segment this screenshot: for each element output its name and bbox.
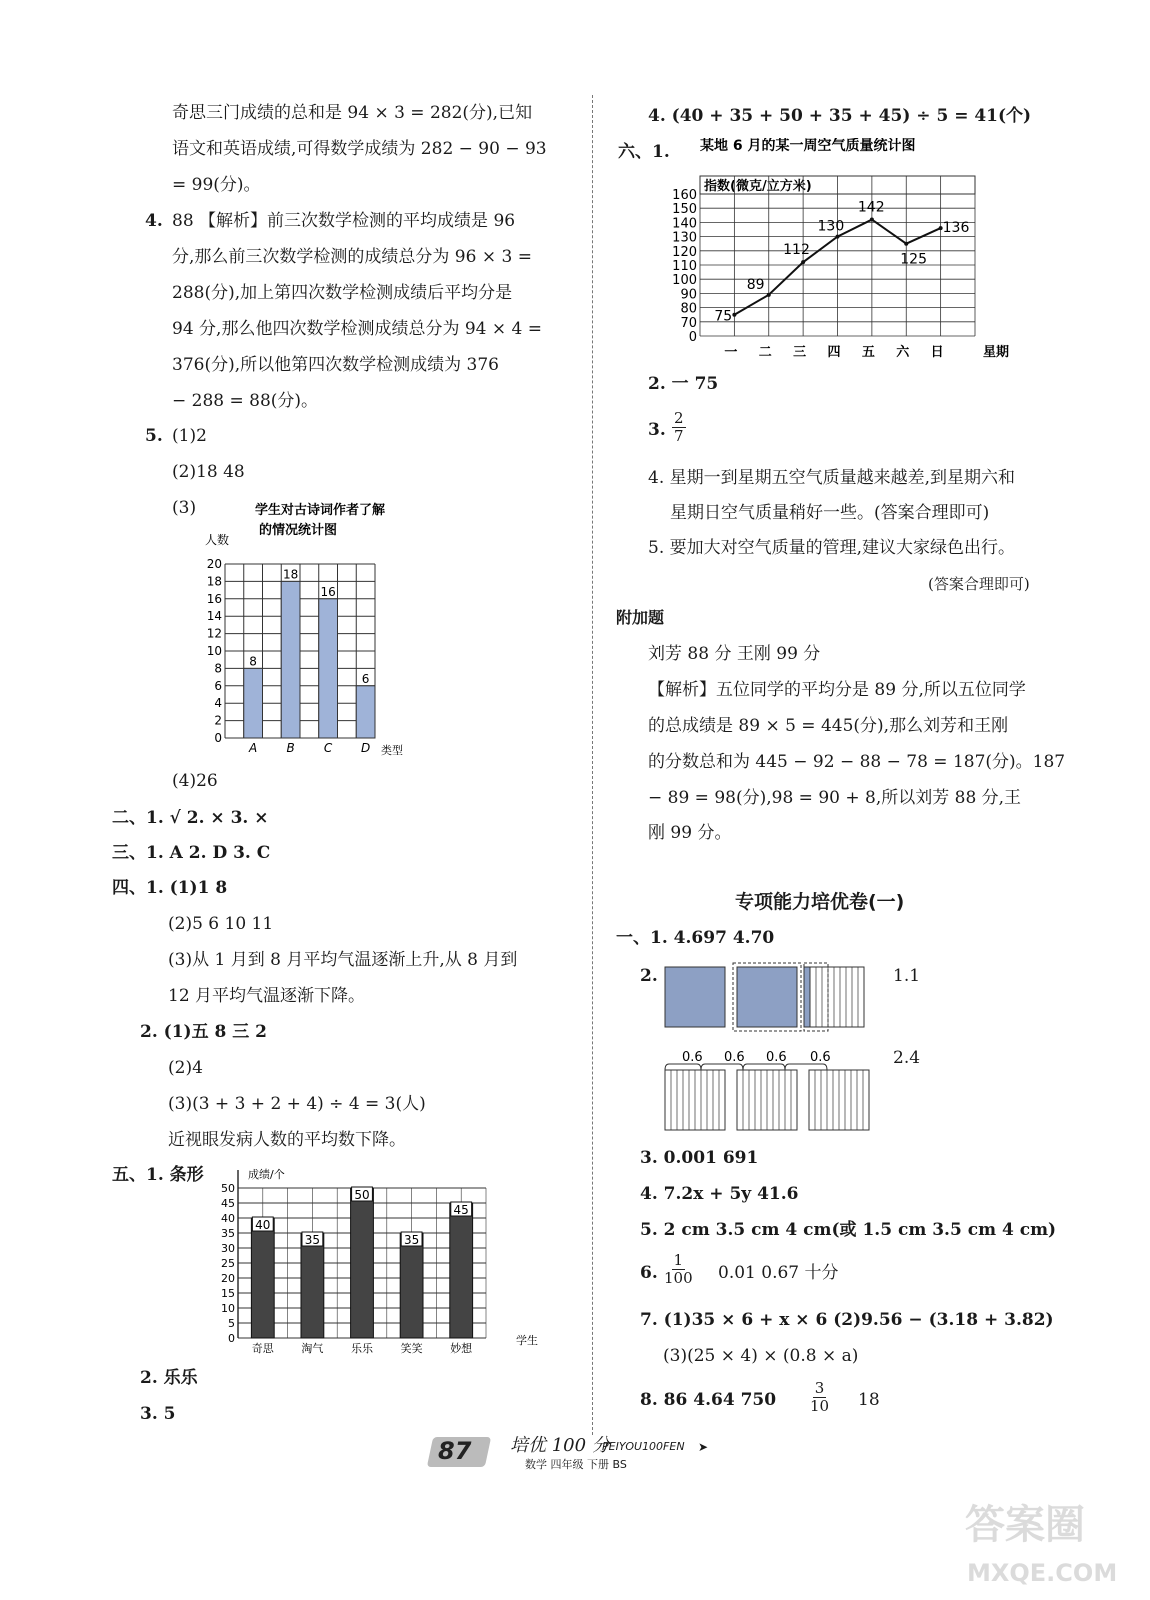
decimal-model-figure <box>660 960 885 1135</box>
bar <box>450 1203 473 1338</box>
fraction: $\frac{2}{7}$ <box>674 409 684 446</box>
answer-text: 0.01 0.67 十分 <box>718 1263 839 1283</box>
column-divider <box>592 95 593 1435</box>
y-tick-label: 40 <box>221 1212 235 1225</box>
answer-text: 2. 一 75 <box>648 374 719 394</box>
bar <box>400 1233 423 1338</box>
y-tick-label: 0 <box>688 330 697 345</box>
x-tick-label: 五 <box>861 345 875 360</box>
data-point <box>732 313 736 317</box>
question-number: 2. <box>640 966 658 986</box>
y-tick-label: 100 <box>672 273 697 289</box>
y-tick-label: 90 <box>680 287 697 303</box>
data-label: 16 <box>320 584 336 599</box>
brand-name: 培优 100 分 <box>510 1435 610 1456</box>
y-tick-label: 30 <box>221 1242 235 1255</box>
x-axis-label: 学生 <box>516 1334 538 1347</box>
answer-text: (2)4 <box>168 1058 203 1078</box>
section-title: 专项能力培优卷(一) <box>735 891 905 913</box>
x-tick-label: 四 <box>827 345 841 360</box>
answer-text: (3)(3 + 3 + 2 + 4) ÷ 4 = 3(人) <box>168 1094 426 1114</box>
y-tick-label: 35 <box>221 1227 235 1240</box>
data-label: 45 <box>453 1203 469 1217</box>
x-tick-label: 六 <box>896 345 910 360</box>
answer-text: (3)从 1 月到 8 月平均气温逐渐上升,从 8 月到 <box>168 950 518 970</box>
y-tick-label: 110 <box>672 259 697 274</box>
data-point <box>801 260 805 264</box>
data-label: 6 <box>361 671 370 686</box>
answer-text: 2.4 <box>893 1048 921 1068</box>
bar <box>319 599 338 738</box>
book-info: 数学 四年级 下册 BS <box>525 1458 627 1471</box>
data-label: 142 <box>857 199 885 216</box>
page-footer <box>430 1435 750 1475</box>
y-tick-label: 0 <box>228 1332 235 1345</box>
y-tick-label: 8 <box>214 661 222 676</box>
watermark-text: 答案圈 <box>965 1502 1085 1548</box>
answer-text: 2. 乐乐 <box>140 1368 198 1388</box>
answer-text: (3)(25 × 4) × (0.8 × a) <box>663 1346 859 1366</box>
data-label: 18 <box>282 567 299 582</box>
answer-text: 4. (40 + 35 + 50 + 35 + 45) ÷ 5 = 41(个) <box>648 106 1032 126</box>
x-tick-label: C <box>323 741 333 755</box>
data-point <box>767 293 771 297</box>
y-tick-label: 140 <box>672 216 697 232</box>
answer-text: 四、1. (1)1 8 <box>112 878 228 898</box>
answer-text: 94 分,那么他四次数学检测成绩总分为 94 × 4 = <box>172 319 542 339</box>
answer-text: 88 【解析】前三次数学检测的平均成绩是 96 <box>172 211 516 231</box>
x-tick-label: D <box>361 741 371 755</box>
x-tick-label: 二 <box>758 345 772 360</box>
answer-text: 【解析】五位同学的平均分是 89 分,所以五位同学 <box>648 680 1026 700</box>
y-axis-label: 指数(微克/立方米) <box>704 179 812 194</box>
x-tick-label: 妙想 <box>450 1342 473 1355</box>
answer-text: 2. (1)五 8 三 2 <box>140 1022 267 1042</box>
bar <box>244 668 263 738</box>
x-tick-label: 笑笑 <box>400 1342 423 1355</box>
chart-title: 学生对古诗词作者了解 <box>255 503 386 518</box>
answer-text: 奇思三门成绩的总和是 94 × 3 = 282(分),已知 <box>172 103 533 123</box>
y-tick-label: 45 <box>221 1197 235 1210</box>
score-bar-chart <box>210 1160 550 1360</box>
x-axis-label: 星期 <box>983 345 1010 360</box>
question-number: 5. <box>145 426 163 446</box>
y-tick-label: 6 <box>214 678 222 693</box>
data-label: 40 <box>255 1218 271 1232</box>
y-tick-label: 16 <box>206 591 222 606</box>
watermark-url: MXQE.COM <box>967 1559 1118 1587</box>
answer-text: 星期日空气质量稍好一些。(答案合理即可) <box>670 503 990 523</box>
answer-text: 5. 2 cm 3.5 cm 4 cm(或 1.5 cm 3.5 cm 4 cm) <box>640 1220 1057 1240</box>
answer-text: 18 <box>858 1390 880 1410</box>
answer-text: 8. 86 4.64 750 <box>640 1390 777 1410</box>
x-tick-label: A <box>249 741 258 755</box>
answer-text: 的分数总和为 445 − 92 − 88 − 78 = 187(分)。187 <box>648 752 1066 772</box>
tenth-label: 0.6 <box>724 1050 745 1065</box>
answer-text: 二、1. √ 2. × 3. × <box>112 808 269 828</box>
bar <box>251 1218 274 1338</box>
answer-text: (1)2 <box>172 426 207 446</box>
data-point <box>904 242 908 246</box>
answer-text: 1.1 <box>893 966 921 986</box>
y-tick-label: 4 <box>214 696 222 711</box>
y-tick-label: 2 <box>214 713 222 728</box>
data-label: 8 <box>249 654 257 669</box>
answer-text: (3) <box>172 498 197 518</box>
y-tick-label: 10 <box>206 644 222 658</box>
answer-text: 288(分),加上第四次数学检测成绩后平均分是 <box>172 283 513 303</box>
answer-text: (答案合理即可) <box>928 575 1030 593</box>
y-tick-label: 70 <box>680 315 697 331</box>
answer-text: 4. 7.2x + 5y 41.6 <box>640 1184 799 1204</box>
bar <box>356 686 375 738</box>
y-tick-label: 50 <box>221 1182 235 1195</box>
answer-text: 3. 5 <box>140 1404 176 1424</box>
tenth-label: 0.6 <box>766 1050 787 1065</box>
answer-text: 刘芳 88 分 王刚 99 分 <box>648 644 821 664</box>
answer-text: 语文和英语成绩,可得数学成绩为 282 − 90 − 93 <box>172 139 547 159</box>
page-number: 87 <box>438 1437 472 1465</box>
section-number: 六、1. <box>618 142 670 162</box>
brand-english: PEIYOU100FEN <box>602 1440 685 1453</box>
x-tick-label: 三 <box>793 345 807 360</box>
answer-text: (2)18 48 <box>172 462 245 482</box>
y-tick-label: 15 <box>221 1287 235 1300</box>
data-label: 125 <box>900 251 927 268</box>
watermark <box>955 1502 1145 1595</box>
answer-text: 12 月平均气温逐渐下降。 <box>168 986 366 1006</box>
answer-text: 376(分),所以他第四次数学检测成绩为 376 <box>172 355 499 375</box>
x-tick-label: 日 <box>930 345 944 360</box>
data-label: 112 <box>783 242 810 259</box>
x-tick-label: 淘气 <box>301 1342 324 1355</box>
data-point <box>870 218 874 222</box>
poetry-bar-chart <box>195 498 425 760</box>
tenth-label: 0.6 <box>810 1050 831 1065</box>
answer-text: = 99(分)。 <box>172 175 261 195</box>
answer-text: 分,那么前三次数学检测的成绩总分为 96 × 3 = <box>172 247 532 267</box>
x-axis-label: 类型 <box>381 744 403 757</box>
question-number: 4. <box>145 211 163 231</box>
chart-title: 的情况统计图 <box>259 523 338 538</box>
answer-text: 的总成绩是 89 × 5 = 445(分),那么刘芳和王刚 <box>648 716 1009 736</box>
data-label: 35 <box>304 1233 321 1247</box>
y-tick-label: 160 <box>672 188 697 203</box>
answer-text: 一、1. 4.697 4.70 <box>616 928 775 948</box>
data-point <box>836 235 840 239</box>
answer-text: 近视眼发病人数的平均数下降。 <box>168 1130 406 1150</box>
data-label: 50 <box>354 1188 370 1202</box>
y-tick-label: 80 <box>680 301 697 317</box>
y-tick-label: 20 <box>206 557 222 571</box>
answer-text: (2)5 6 10 11 <box>168 914 274 934</box>
answer-text: − 89 = 98(分),98 = 90 + 8,所以刘芳 88 分,王 <box>648 788 1022 808</box>
bar <box>301 1233 324 1338</box>
answer-text: 5. 要加大对空气质量的管理,建议大家绿色出行。 <box>648 538 1016 558</box>
y-tick-label: 10 <box>221 1302 235 1315</box>
question-number: 3. <box>648 420 666 440</box>
fraction: $\frac{3}{10}$ <box>810 1379 830 1416</box>
answer-text: 三、1. A 2. D 3. C <box>112 843 271 863</box>
x-tick-label: 一 <box>724 345 738 360</box>
tenth-label: 0.6 <box>682 1050 703 1065</box>
x-tick-label: B <box>286 741 295 755</box>
chart-title: 某地 6 月的某一周空气质量统计图 <box>700 138 916 154</box>
answer-text: − 288 = 88(分)。 <box>172 391 319 411</box>
y-tick-label: 5 <box>228 1317 235 1330</box>
y-tick-label: 0 <box>214 731 222 745</box>
answer-text: 4. 星期一到星期五空气质量越来越差,到星期六和 <box>648 468 1016 488</box>
y-axis-label: 人数 <box>205 533 230 547</box>
y-tick-label: 18 <box>206 574 222 589</box>
y-tick-label: 25 <box>221 1257 235 1270</box>
shaded-tenth <box>804 967 810 1027</box>
data-label: 35 <box>403 1233 420 1247</box>
data-label: 130 <box>817 218 845 235</box>
y-tick-label: 20 <box>221 1272 235 1285</box>
y-tick-label: 12 <box>206 626 222 641</box>
data-label: 75 <box>714 308 733 325</box>
answer-text: 刚 99 分。 <box>648 823 732 843</box>
y-axis-label: 成绩/个 <box>248 1168 285 1181</box>
data-label: 136 <box>942 220 970 237</box>
extra-title: 附加题 <box>616 608 665 627</box>
x-tick-label: 乐乐 <box>351 1342 373 1355</box>
fraction: $\frac{1}{100}$ <box>664 1251 693 1288</box>
y-tick-label: 120 <box>672 244 697 260</box>
bar <box>351 1188 374 1338</box>
data-label: 89 <box>746 276 765 293</box>
answer-text: 3. 0.001 691 <box>640 1148 759 1168</box>
arrow-icon: ➤ <box>698 1440 709 1454</box>
x-tick-label: 奇思 <box>251 1342 274 1355</box>
y-tick-label: 130 <box>672 230 697 246</box>
answer-text: 7. (1)35 × 6 + x × 6 (2)9.56 − (3.18 + 3.82) <box>640 1310 1054 1330</box>
question-number: 6. <box>640 1263 658 1283</box>
air-quality-line-chart <box>655 138 1055 363</box>
y-tick-label: 150 <box>672 202 697 218</box>
bar <box>281 581 300 738</box>
answer-text: 五、1. 条形 <box>112 1165 204 1185</box>
y-tick-label: 14 <box>206 609 222 624</box>
answer-text: (4)26 <box>172 771 218 791</box>
